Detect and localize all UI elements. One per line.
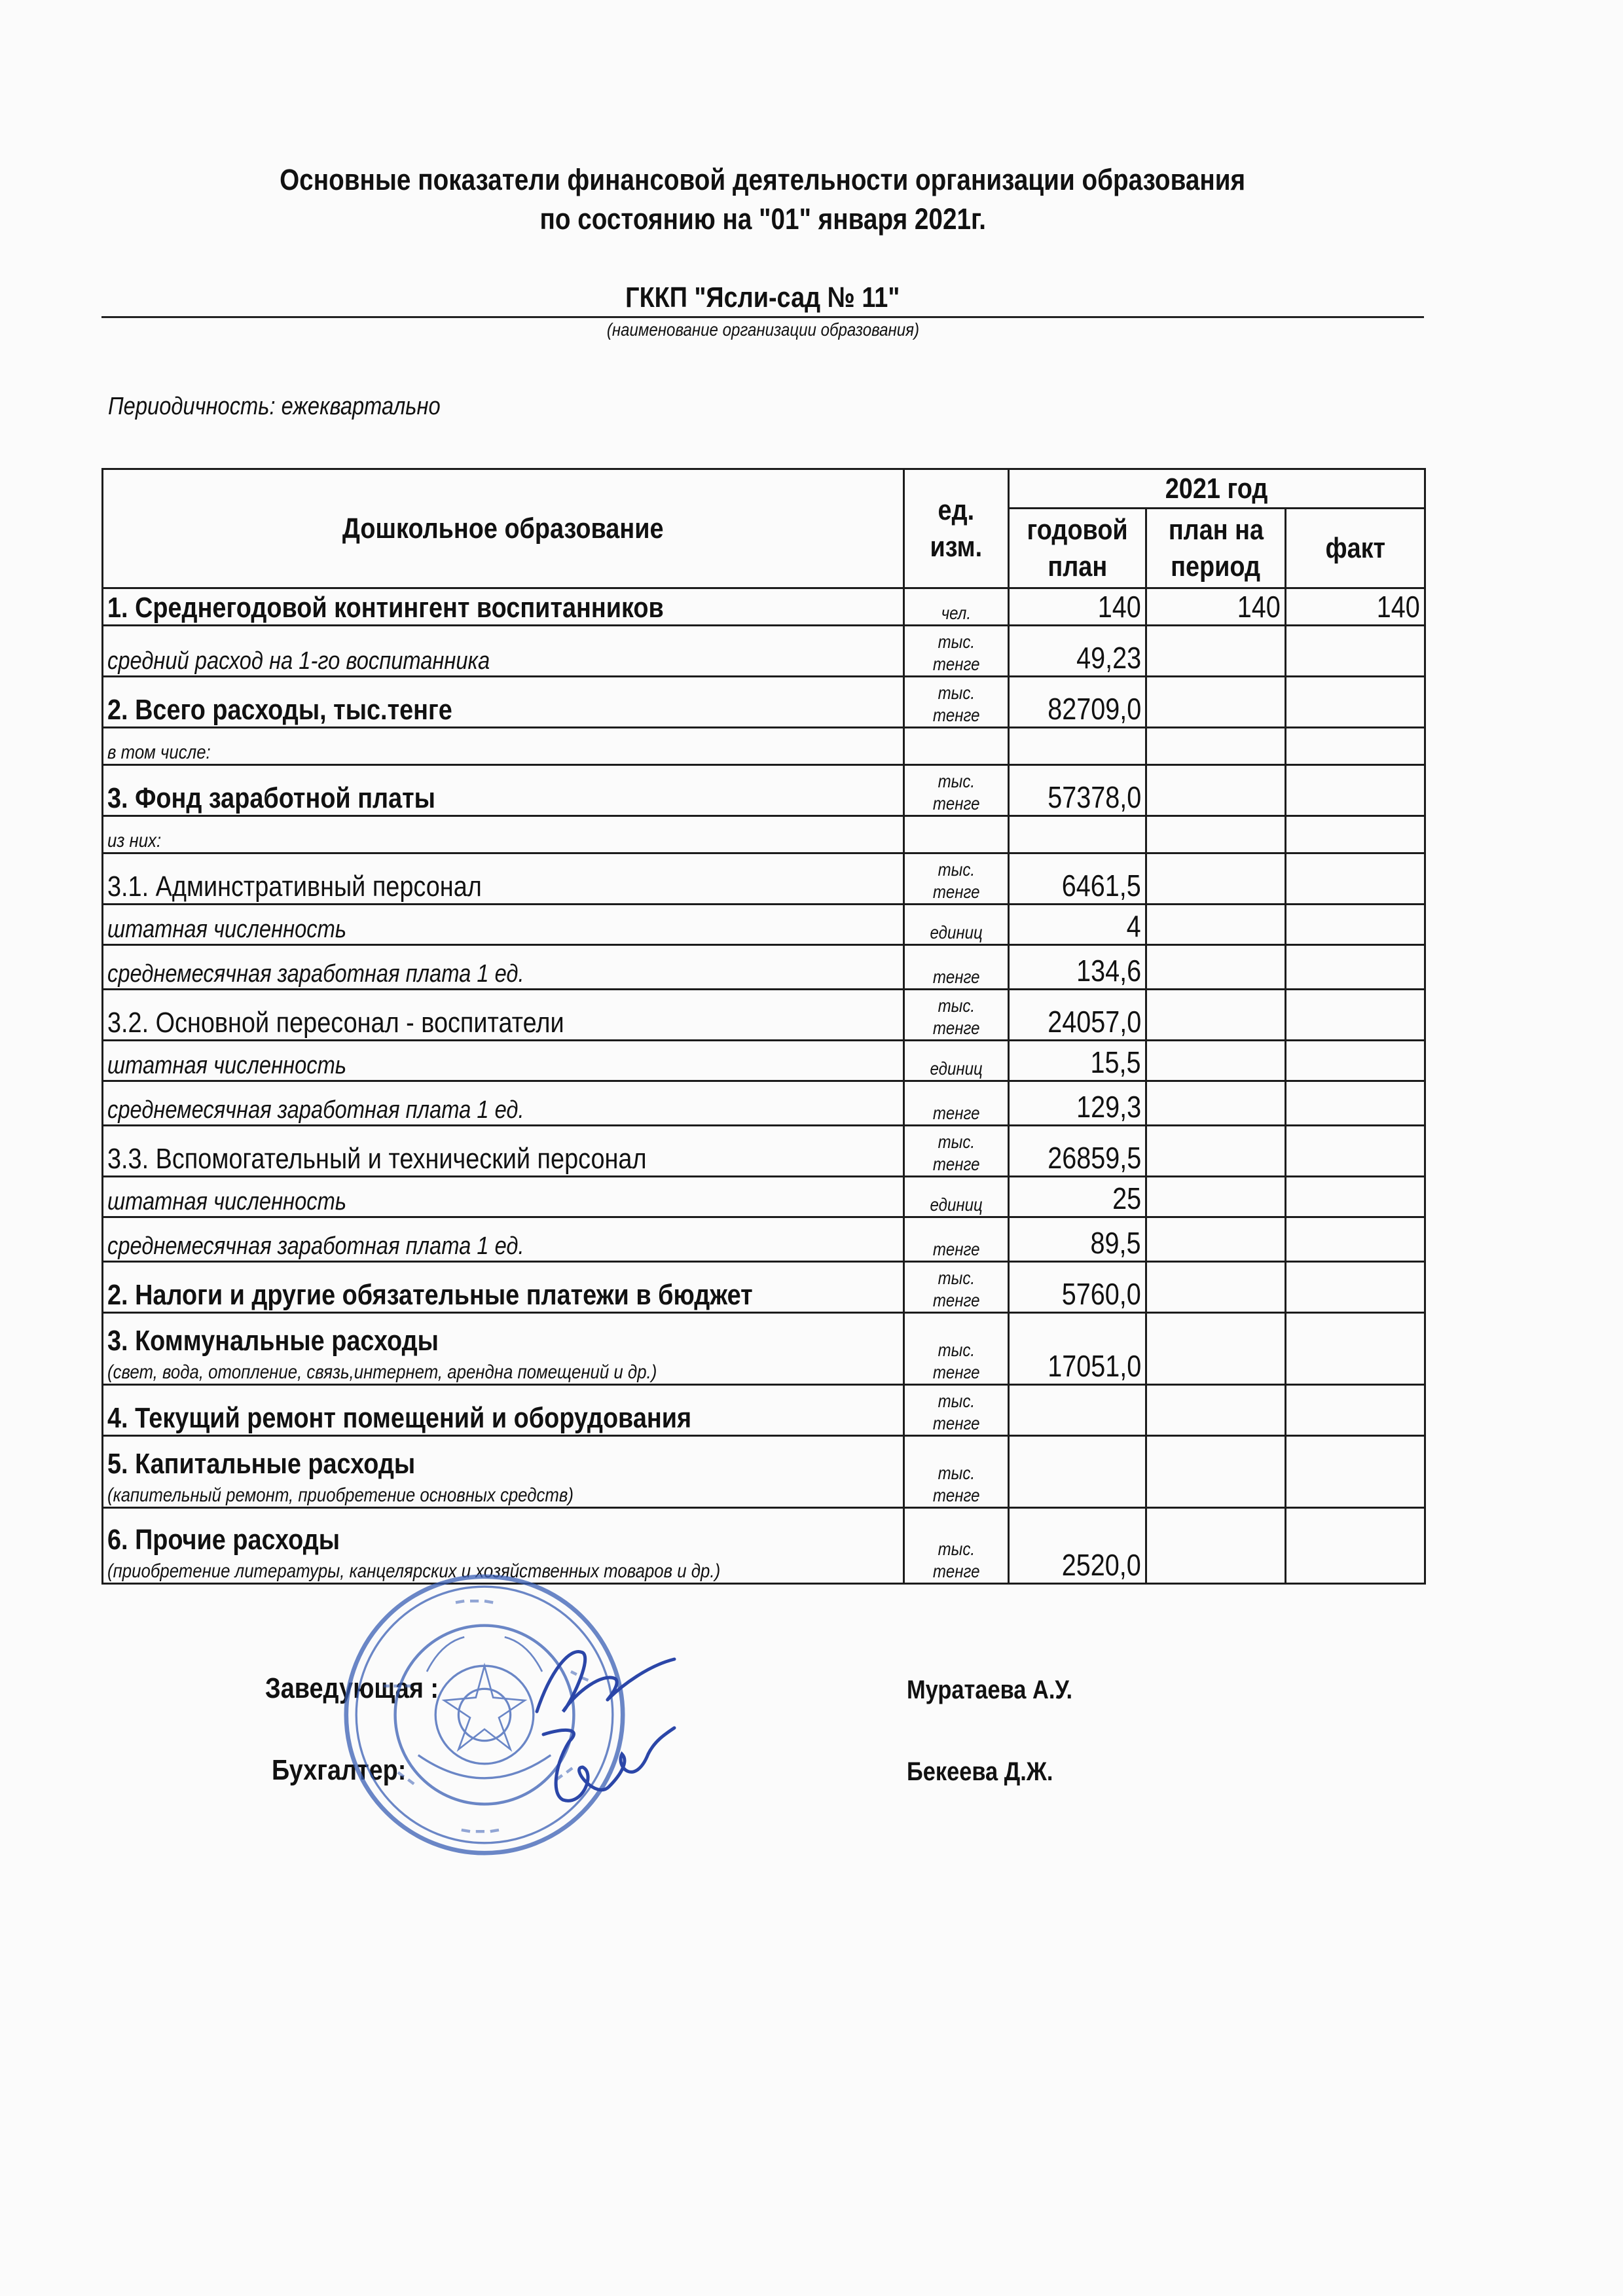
row-unit-cell — [904, 1126, 1009, 1177]
head-label: Заведующая : — [265, 1672, 439, 1704]
row-period-plan — [1146, 1262, 1286, 1313]
header-unit: ед. изм. — [904, 469, 1009, 588]
row-period-plan — [1146, 990, 1286, 1041]
row-fact — [1286, 1041, 1425, 1081]
row-period-plan — [1146, 945, 1286, 990]
row-fact — [1286, 765, 1425, 816]
row-unit: тыс. — [938, 1132, 975, 1152]
header-section: Дошкольное образование — [103, 469, 904, 588]
table-row — [103, 945, 1425, 990]
row-unit: тыс. — [938, 1463, 975, 1483]
row-annual-plan: 26859,5 — [1009, 1126, 1146, 1177]
row-unit: тыс. — [938, 1539, 975, 1559]
row-name: среднемесячная заработная плата 1 ед. — [107, 1232, 524, 1260]
row-name: 2. Налоги и другие обязательные платежи в бюджет — [107, 1279, 753, 1311]
row-annual-plan — [1009, 728, 1146, 765]
row-annual-plan: 17051,0 — [1009, 1313, 1146, 1385]
table-row — [103, 1508, 1425, 1584]
row-unit: тыс. — [938, 859, 975, 880]
row-period-plan: 140 — [1146, 588, 1286, 626]
title-line-2: по состоянию на "01" января 2021г. — [539, 202, 986, 236]
row-unit: тенге — [932, 1239, 980, 1259]
row-unit: единиц — [930, 922, 983, 942]
row-name: 3. Фонд заработной платы — [107, 782, 436, 814]
row-name-cell — [103, 588, 904, 626]
table-row — [103, 1177, 1425, 1217]
row-name: 3.1. Админстративный персонал — [107, 870, 482, 903]
row-fact — [1286, 1508, 1425, 1584]
row-unit: единиц — [930, 1194, 983, 1215]
row-unit-cell — [904, 945, 1009, 990]
row-name: средний расход на 1-го воспитанника — [107, 647, 490, 675]
row-fact — [1286, 1177, 1425, 1217]
row-period-plan — [1146, 1081, 1286, 1126]
row-fact — [1286, 1081, 1425, 1126]
row-period-plan — [1146, 905, 1286, 945]
row-unit: тыс. — [938, 1268, 975, 1288]
row-unit-line2: тенге — [932, 1290, 980, 1310]
row-fact — [1286, 626, 1425, 677]
row-unit-line2: тенге — [932, 793, 980, 814]
title-line-1: Основные показатели финансовой деятельности организации образования — [280, 163, 1246, 196]
row-period-plan — [1146, 1041, 1286, 1081]
row-annual-plan: 57378,0 — [1009, 765, 1146, 816]
row-name-cell — [103, 905, 904, 945]
periodicity-label: Периодичность: ежеквартально — [108, 393, 441, 420]
row-unit-line2: тенге — [932, 705, 980, 725]
row-unit: тыс. — [938, 1391, 975, 1411]
row-name-cell — [103, 728, 904, 765]
row-name-cell — [103, 765, 904, 816]
row-fact — [1286, 1313, 1425, 1385]
row-unit: тыс. — [938, 1340, 975, 1360]
row-unit-cell — [904, 1081, 1009, 1126]
row-period-plan — [1146, 1217, 1286, 1262]
row-unit-cell — [904, 990, 1009, 1041]
row-unit: тыс. — [938, 632, 975, 652]
row-unit-cell — [904, 1436, 1009, 1508]
table-row — [103, 1385, 1425, 1436]
row-annual-plan: 49,23 — [1009, 626, 1146, 677]
row-fact — [1286, 853, 1425, 905]
row-period-plan — [1146, 1177, 1286, 1217]
row-name: в том числе: — [107, 742, 211, 763]
row-name: из них: — [107, 830, 162, 852]
row-note: (приобретение литературы, канцелярских и хозяйственных товаров и др.) — [107, 1560, 721, 1582]
row-unit-line2: тенге — [932, 882, 980, 902]
row-name: 3. Коммунальные расходы — [107, 1325, 439, 1357]
row-annual-plan — [1009, 1385, 1146, 1436]
header-annual-plan: годовой план — [1009, 509, 1146, 588]
row-name-cell — [103, 1217, 904, 1262]
row-annual-plan: 15,5 — [1009, 1041, 1146, 1081]
organization-name: ГККП "Ясли-сад № 11" — [625, 281, 900, 314]
table-row — [103, 905, 1425, 945]
table-row — [103, 1313, 1425, 1385]
row-name-cell — [103, 1385, 904, 1436]
row-period-plan — [1146, 1126, 1286, 1177]
row-unit: чел. — [941, 603, 972, 623]
table-row — [103, 1217, 1425, 1262]
table-row — [103, 1126, 1425, 1177]
row-unit-cell — [904, 1313, 1009, 1385]
row-fact — [1286, 1217, 1425, 1262]
row-name-cell — [103, 1041, 904, 1081]
row-fact: 140 — [1286, 588, 1425, 626]
row-unit-line2: тенге — [932, 1485, 980, 1505]
document-title — [0, 160, 1525, 239]
row-fact — [1286, 1126, 1425, 1177]
row-name-cell — [103, 945, 904, 990]
row-fact — [1286, 816, 1425, 853]
organization-caption: (наименование организации образования) — [606, 319, 919, 340]
row-period-plan — [1146, 728, 1286, 765]
row-period-plan — [1146, 1436, 1286, 1508]
row-name-cell — [103, 990, 904, 1041]
row-name: штатная численность — [107, 1052, 347, 1079]
row-fact — [1286, 1262, 1425, 1313]
row-unit-line2: тенге — [932, 1018, 980, 1038]
organization-underline — [101, 316, 1424, 318]
row-unit: тенге — [932, 967, 980, 987]
header-fact: факт — [1286, 509, 1425, 588]
row-name: 4. Текущий ремонт помещений и оборудования — [107, 1402, 692, 1434]
row-period-plan — [1146, 765, 1286, 816]
table-row — [103, 1262, 1425, 1313]
row-fact — [1286, 1385, 1425, 1436]
row-name: 2. Всего расходы, тыс.тенге — [107, 694, 452, 726]
accountant-signature — [524, 1715, 681, 1826]
row-unit: тенге — [932, 1103, 980, 1123]
row-name-cell — [103, 853, 904, 905]
row-unit-cell — [904, 816, 1009, 853]
row-unit: тыс. — [938, 683, 975, 703]
row-fact — [1286, 990, 1425, 1041]
row-period-plan — [1146, 626, 1286, 677]
row-unit-cell — [904, 765, 1009, 816]
header-year: 2021 год — [1009, 469, 1425, 509]
row-note: (капительный ремонт, приобретение основных средств) — [107, 1484, 574, 1506]
row-annual-plan: 6461,5 — [1009, 853, 1146, 905]
row-unit-cell — [904, 1385, 1009, 1436]
row-unit-line2: тенге — [932, 1362, 980, 1382]
row-name: 5. Капитальные расходы — [107, 1448, 416, 1480]
table-row — [103, 765, 1425, 816]
table-row — [103, 816, 1425, 853]
row-unit-cell — [904, 1508, 1009, 1584]
row-annual-plan — [1009, 816, 1146, 853]
table-row — [103, 1041, 1425, 1081]
table-row — [103, 626, 1425, 677]
row-name: штатная численность — [107, 916, 347, 943]
financial-indicators-table — [101, 468, 1426, 1585]
row-annual-plan: 25 — [1009, 1177, 1146, 1217]
row-name: 3.3. Вспомогательный и технический персонал — [107, 1143, 647, 1175]
row-unit-line2: тенге — [932, 1154, 980, 1174]
row-name-cell — [103, 1436, 904, 1508]
row-annual-plan: 2520,0 — [1009, 1508, 1146, 1584]
row-unit: тыс. — [938, 771, 975, 791]
row-unit: тыс. — [938, 996, 975, 1016]
row-fact — [1286, 677, 1425, 728]
row-unit-cell — [904, 1217, 1009, 1262]
row-unit-cell — [904, 1177, 1009, 1217]
row-period-plan — [1146, 853, 1286, 905]
table-row — [103, 853, 1425, 905]
row-period-plan — [1146, 816, 1286, 853]
row-fact — [1286, 728, 1425, 765]
row-name-cell — [103, 1126, 904, 1177]
table-row — [103, 728, 1425, 765]
accountant-name: Бекеева Д.Ж. — [907, 1757, 1053, 1786]
row-name: среднемесячная заработная плата 1 ед. — [107, 1096, 524, 1124]
row-annual-plan — [1009, 1436, 1146, 1508]
head-name: Муратаева А.У. — [907, 1676, 1073, 1704]
row-fact — [1286, 905, 1425, 945]
row-unit-cell — [904, 728, 1009, 765]
table-row — [103, 677, 1425, 728]
row-unit-cell — [904, 905, 1009, 945]
row-name-cell — [103, 816, 904, 853]
row-unit-line2: тенге — [932, 1413, 980, 1433]
row-annual-plan: 134,6 — [1009, 945, 1146, 990]
row-name: среднемесячная заработная плата 1 ед. — [107, 960, 524, 988]
row-annual-plan: 140 — [1009, 588, 1146, 626]
row-name-cell — [103, 1177, 904, 1217]
row-name-cell — [103, 626, 904, 677]
row-period-plan — [1146, 677, 1286, 728]
row-name-cell — [103, 1262, 904, 1313]
row-annual-plan: 129,3 — [1009, 1081, 1146, 1126]
row-name-cell — [103, 1081, 904, 1126]
row-period-plan — [1146, 1508, 1286, 1584]
row-annual-plan: 89,5 — [1009, 1217, 1146, 1262]
table-row — [103, 990, 1425, 1041]
accountant-label: Бухгалтер: — [272, 1754, 407, 1786]
row-unit-line2: тенге — [932, 654, 980, 674]
row-unit-cell — [904, 1262, 1009, 1313]
row-period-plan — [1146, 1385, 1286, 1436]
row-annual-plan: 24057,0 — [1009, 990, 1146, 1041]
row-name: 6. Прочие расходы — [107, 1524, 340, 1556]
row-unit-cell — [904, 626, 1009, 677]
row-name: 3.2. Основной пересонал - воспитатели — [107, 1007, 564, 1039]
row-name: 1. Среднегодовой контингент воспитанников — [107, 592, 664, 624]
row-annual-plan: 5760,0 — [1009, 1262, 1146, 1313]
header-period-plan: план на период — [1146, 509, 1286, 588]
row-unit-cell — [904, 1041, 1009, 1081]
row-name: штатная численность — [107, 1188, 347, 1215]
row-fact — [1286, 1436, 1425, 1508]
row-period-plan — [1146, 1313, 1286, 1385]
row-name-cell — [103, 677, 904, 728]
row-unit: единиц — [930, 1058, 983, 1079]
row-name-cell — [103, 1313, 904, 1385]
row-annual-plan: 82709,0 — [1009, 677, 1146, 728]
row-unit-cell — [904, 677, 1009, 728]
table-row — [103, 588, 1425, 626]
row-annual-plan: 4 — [1009, 905, 1146, 945]
table-row — [103, 1436, 1425, 1508]
row-note: (свет, вода, отопление, связь,интернет, арендна помещений и др.) — [107, 1361, 657, 1383]
row-fact — [1286, 945, 1425, 990]
row-unit-cell — [904, 588, 1009, 626]
row-unit-cell — [904, 853, 1009, 905]
table-row — [103, 1081, 1425, 1126]
row-unit-line2: тенге — [932, 1561, 980, 1581]
